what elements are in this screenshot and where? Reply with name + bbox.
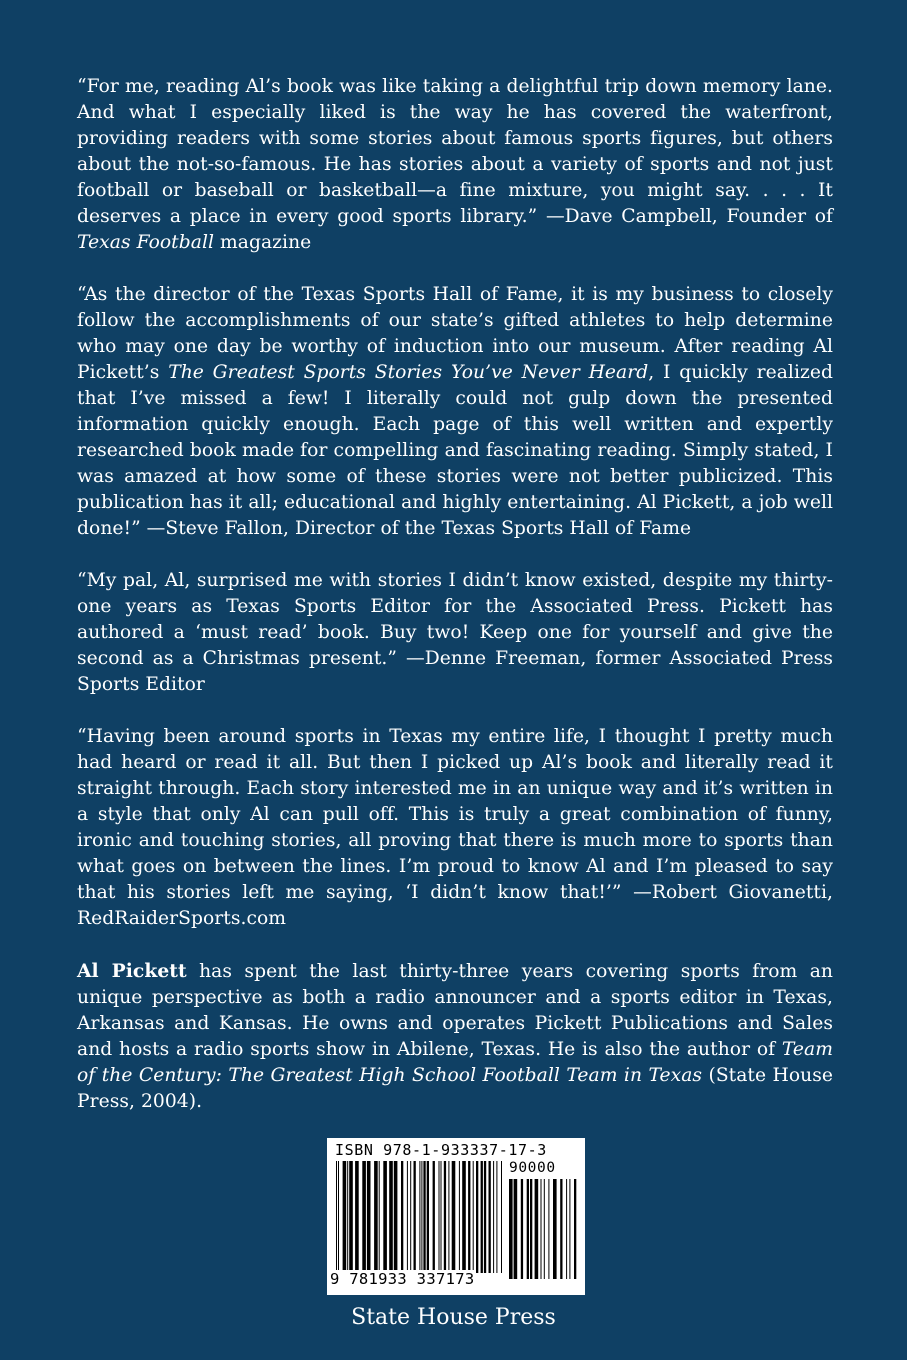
barcode-bar	[401, 1161, 403, 1273]
barcode-bar	[501, 1161, 502, 1273]
barcode-bar	[544, 1179, 545, 1279]
barcode-bar	[566, 1179, 567, 1279]
barcode-bar	[496, 1161, 497, 1273]
isbn-barcode	[327, 1138, 585, 1295]
barcode-bar	[548, 1179, 549, 1279]
barcode-bar	[444, 1161, 446, 1273]
barcode-bar	[419, 1161, 420, 1273]
barcode-bar	[509, 1179, 513, 1279]
barcode-bar	[553, 1179, 557, 1279]
barcode-bar	[574, 1179, 576, 1279]
barcode-bar	[569, 1179, 570, 1279]
author-bio: Al Pickett has spent the last thirty-three years covering sports from an unique perspective as both a radio announcer and a sports editor in Texas, Arkansas and Kansas. He owns and operates Pickett Publications and Sales and hosts a radio sports show in Abilene, Texas. He is also the author of Team of the Century: The Greatest High School Football Team in Texas (State House Press, 2004).	[77, 960, 833, 1112]
barcode-bar	[349, 1161, 353, 1273]
barcode-bar	[343, 1161, 347, 1273]
barcode-bar	[362, 1161, 366, 1273]
back-cover-text	[77, 74, 833, 1141]
barcode-bar	[433, 1161, 435, 1273]
barcode-bar	[560, 1179, 562, 1279]
barcode-bar	[535, 1179, 539, 1279]
barcode-bar	[468, 1161, 470, 1273]
barcode-bar	[421, 1161, 422, 1273]
barcode-bar	[427, 1161, 429, 1273]
barcode-bar	[462, 1161, 466, 1273]
barcode-bar	[355, 1161, 359, 1273]
barcode-bar	[484, 1161, 486, 1273]
barcode-bar	[452, 1161, 456, 1273]
barcode-bar	[489, 1161, 491, 1273]
barcode-bar	[521, 1179, 523, 1279]
addon-bars	[509, 1179, 579, 1279]
barcode-bar	[336, 1161, 337, 1273]
barcode-bar	[423, 1161, 425, 1273]
barcode-bar	[338, 1161, 339, 1273]
barcode-bar	[410, 1161, 411, 1273]
barcode-bar	[367, 1161, 371, 1273]
barcode-bar	[441, 1161, 442, 1273]
quote-campbell: “For me, reading Al’s book was like taking a delightful trip down memory lane. And what I especially liked is the way he has covered the waterfront, providing readers with some stories about famous sports figures, but others about the not-so-famous. He has stories about a variety of sports and not just football or baseball or basketball—a fine mixture, you might say. . . . It deserves a place in every good sports library.” —Dave Campbell, Founder of Texas Football magazine	[77, 76, 833, 253]
barcode-bar	[448, 1161, 449, 1273]
isbn-number: ISBN 978-1-933337-17-3	[335, 1141, 547, 1159]
barcode-bar	[407, 1161, 408, 1273]
ean-digits: 9 781933 337173	[330, 1270, 475, 1288]
barcode-bar	[514, 1179, 518, 1279]
barcode-bar	[530, 1179, 532, 1279]
barcode-bar	[541, 1179, 542, 1279]
barcode-bar	[383, 1161, 387, 1273]
barcode-bar	[459, 1161, 460, 1273]
barcode-bar	[439, 1161, 440, 1273]
barcode-bar	[476, 1161, 478, 1273]
barcode-bar	[379, 1161, 380, 1273]
barcode-bar	[493, 1161, 494, 1273]
barcode-bar	[473, 1161, 474, 1273]
publisher-name: State House Press	[351, 1305, 556, 1330]
price-code: 90000	[509, 1160, 556, 1176]
barcode-bar	[527, 1179, 529, 1279]
quote-freeman: “My pal, Al, surprised me with stories I didn’t know existed, despite my thirty-one years as Texas Sports Editor for the Associated Press. Pickett has authored a ‘must read’ book. Buy two! Keep one for yourself and give the second as a Christmas present.” —Denne Freeman, former Associated Press Sports Editor	[77, 570, 833, 695]
ean-bars	[336, 1161, 504, 1273]
barcode-bar	[374, 1161, 378, 1273]
barcode-bar	[389, 1161, 393, 1273]
barcode-bar	[347, 1161, 348, 1273]
quote-giovanetti: “Having been around sports in Texas my entire life, I thought I pretty much had heard or read it all. But then I picked up Al’s book and literally read it straight through. Each story interested me in an unique way and it’s written in a style that only Al can pull off. This is truly a great combination of funny, ironic and touching stories, all proving that there is much more to sports than what goes on between the lines. I’m proud to know Al and I’m pleased to say that his stories left me saying, ‘I didn’t know that!’” —Robert Giovanetti, RedRaiderSports.com	[77, 726, 833, 929]
barcode-bar	[394, 1161, 398, 1273]
barcode-bar	[414, 1161, 416, 1273]
quote-fallon: “As the director of the Texas Sports Hall of Fame, it is my business to closely follow the accomplishments of our state’s gifted athletes to help determine who may one day be worthy of induction into our museum. After reading Al Pickett’s The Greatest Sports Stories You’ve Never Heard, I quickly realized that I’ve missed a few! I literally could not gulp down the presented information quickly enough. Each page of this well written and expertly researched book made for compelling and fascinating reading. Simply stated, I was amazed at how some of these stories were not better publicized. This publication has it all; educational and highly entertaining. Al Pickett, a job well done!” —Steve Fallon, Director of the Texas Sports Hall of Fame	[77, 284, 833, 539]
barcode-bar	[481, 1161, 483, 1273]
